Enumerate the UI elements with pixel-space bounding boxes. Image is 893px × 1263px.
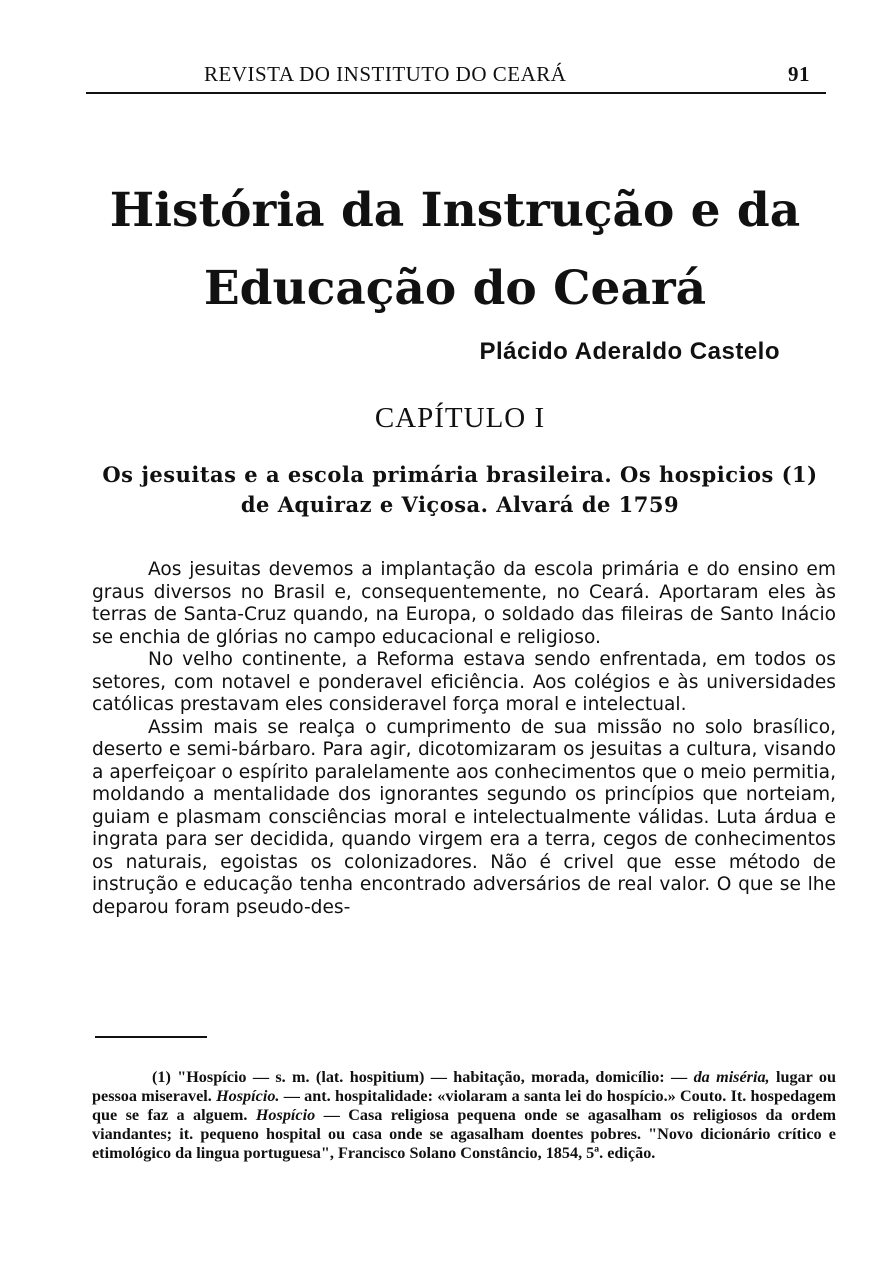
paragraph-2: No velho continente, a Reforma estava sendo enfrentada, em todos os setores, com notavel e ponderavel eficiência. Aos colégios e às universidades católicas prestavam eles consideravel força moral e intelectual.: [92, 649, 836, 715]
chapter-subtitle: [80, 460, 840, 520]
page-number: 91: [788, 62, 810, 86]
footnote-text-3: — ant. hospitalidade: «violaram a santa lei do hospício.» Couto. It. hospedagem que se faz a alguem.: [92, 1087, 836, 1124]
title-line-2: Educação do Ceará: [203, 261, 707, 316]
subtitle-line-1: Os jesuitas e a escola primária brasileira. Os hospicios (1): [102, 462, 818, 487]
footnote: [92, 1068, 836, 1163]
author-name: Plácido Aderaldo Castelo: [479, 338, 780, 365]
subtitle-line-2: de Aquiraz e Viçosa. Alvará de 1759: [240, 492, 680, 517]
footnote-italic-3: Hospício: [255, 1106, 316, 1124]
footnote-divider: [95, 1036, 207, 1038]
footnote-text-2: lugar ou pessoa miseravel.: [92, 1068, 836, 1105]
running-title: REVISTA DO INSTITUTO DO CEARÁ: [204, 62, 567, 86]
footnote-italic-1: da miséria,: [693, 1068, 770, 1086]
title-line-1: História da Instrução e da: [109, 183, 801, 238]
body-text: [92, 559, 836, 919]
footnote-italic-2: Hospício.: [216, 1087, 280, 1105]
footnote-text-1: (1) "Hospício — s. m. (lat. hospitium) — habitação, morada, domicílio: —: [152, 1068, 694, 1086]
paragraph-3: Assim mais se realça o cumprimento de sua missão no solo brasílico, deserto e semi-bárbaro. Para agir, dicotomizaram os jesuitas a cultura, visando a aperfeiçoar o espírito paralelamente aos conhecimentos que o meio permitia, moldando a mentalidade dos ignorantes segundo os princípios que norteiam, guiam e plasmam consciências moral e intelectualmente válidas. Luta árdua e ingrata para ser decidida, quando virgem era a terra, cegos de conhecimentos os naturais, egoistas os colonizadores. Não é crivel que esse método de instrução e educação tenha encontrado adversários de real valor. O que se lhe deparou foram pseudo-des-: [92, 716, 836, 918]
paragraph-1: Aos jesuitas devemos a implantação da escola primária e do ensino em graus diversos no Brasil e, consequentemente, no Ceará. Aportaram eles às terras de Santa-Cruz quando, na Europa, o soldado das fileiras de Santo Inácio se enchia de glórias no campo educacional e religioso.: [92, 559, 836, 648]
chapter-heading: CAPÍTULO I: [374, 402, 546, 434]
footnote-text-4: — Casa religiosa pequena onde se agasalham os religiosos da ordem viandantes; it. pequeno hospital ou casa onde se agasalham doentes pobres. "Novo dicionário crítico e etimológico da lingua portuguesa", Francisco Solano Constâncio, 1854, 5ª. edição.: [92, 1106, 836, 1162]
article-title: [60, 172, 850, 328]
running-header: [86, 62, 826, 94]
